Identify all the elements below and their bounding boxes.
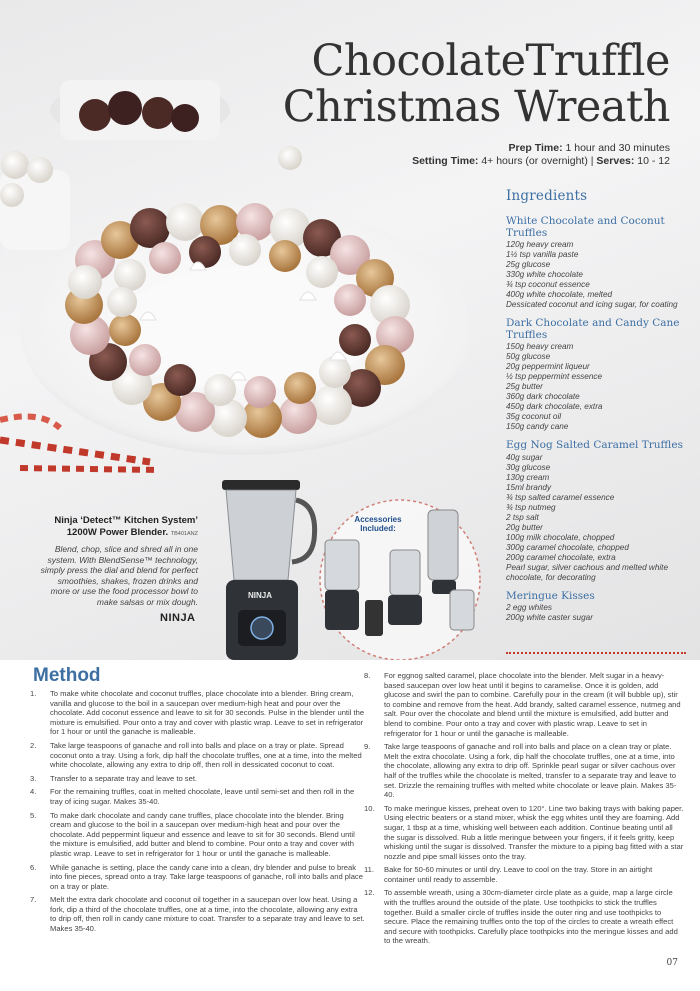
step-number: 1. (30, 689, 37, 698)
step-number: 5. (30, 810, 37, 820)
method-step (364, 865, 684, 884)
step-text: Bake for 50-60 minutes or until dry. Leave to cool on the tray. Store in an airtight container until ready to assemble. (384, 865, 653, 884)
ingredients-heading: Ingredients (506, 188, 588, 204)
title-line-1: ChocolateTruffle (311, 36, 670, 86)
method-step (30, 863, 366, 892)
page-title (200, 38, 670, 130)
prep-time-row (210, 142, 670, 155)
ingredient-group (506, 318, 692, 432)
method-step (364, 888, 684, 946)
method-heading: Method (33, 665, 101, 686)
method-step (30, 689, 366, 737)
method-step (30, 895, 366, 933)
ingredient-item: Pearl sugar, silver cachous and melted white chocolate, for decorating (506, 562, 669, 582)
ingredient-item: 150g heavy cream (506, 342, 574, 351)
serves-value: 10 - 12 (637, 155, 670, 167)
step-number: 3. (30, 773, 37, 783)
ingredient-group-title: Meringue Kisses (506, 589, 595, 602)
svg-text:NINJA: NINJA (248, 591, 273, 600)
ingredient-item: 2 egg whites (506, 603, 552, 612)
product-description: Blend, chop, slice and shred all in one system. With BlendSense™ technology, simply press the dial and blend for perfect smoothies, shakes, frozen drinks and more or use the food processor bowl to make salsas or mix dough. (40, 544, 198, 607)
ingredient-item: 40g sugar (506, 452, 543, 462)
ingredient-group-title: Egg Nog Salted Caramel Truffles (506, 439, 683, 451)
ingredient-item: ½ tsp peppermint essence (506, 372, 603, 381)
ingredient-item: 25g glucose (506, 260, 551, 269)
step-number: 6. (30, 862, 37, 872)
blender-illustration (200, 470, 500, 660)
step-number: 7. (30, 895, 37, 905)
ingredient-item: 360g dark chocolate (506, 392, 580, 401)
setting-serves-row (210, 155, 670, 168)
step-text: Transfer to a separate tray and leave to set. (50, 773, 198, 783)
ingredient-item: ¾ tsp nutmeg (506, 502, 556, 512)
step-number: 11. (364, 865, 374, 875)
step-number: 10. (364, 803, 375, 813)
ingredient-item: 20g butter (506, 522, 543, 532)
step-text: While ganache is setting, place the candy cane into a clean, dry blender and pulse to break into fine pieces, spread onto a tray. Take large teaspoons of ganache, roll into balls and place on a tray or plate. (50, 862, 363, 891)
ingredient-item: 25g butter (506, 382, 543, 391)
page-number: 07 (666, 958, 678, 968)
ingredient-group-title: White Chocolate and Coconut Truffles (506, 215, 665, 239)
ingredient-list (506, 603, 692, 623)
method-step (30, 774, 366, 784)
step-text: For the remaining truffles, coat in melted chocolate, leave until semi-set and then roll in the tray of icing sugar. Makes 35-40. (50, 787, 355, 806)
method-step (30, 811, 366, 859)
method-step (364, 804, 684, 862)
ninja-logo: NINJA (160, 612, 196, 624)
ingredient-groups (506, 216, 692, 623)
product-name (38, 515, 198, 540)
ingredient-item: 130g cream (506, 472, 550, 482)
ingredient-item: 2 tsp salt (506, 512, 539, 522)
step-text: To make white chocolate and coconut truffles, place chocolate into a blender. Bring cream, vanilla and glucose to the boil in a saucepan over medium-high heat and pour over the chocolate. Add coconut essence and leave to sit for 30 seconds. Pulse in the blender until the mixture is emulsified. Pour onto a tray and cover with plastic wrap. Leave to set in refrigerator for 1 hour or until the ganache is malleable. (50, 689, 365, 737)
ingredient-item: 400g white chocolate, melted (506, 290, 613, 299)
ingredient-item: 20g peppermint liqueur (506, 362, 590, 371)
setting-time-label: Setting Time: (412, 155, 479, 167)
ingredient-group (506, 591, 692, 624)
method-step (30, 741, 366, 770)
step-text: For eggnog salted caramel, place chocolate into the blender. Melt sugar in a heavy-based saucepan over low heat until it begins to caramelise. Once it is golden, add glucose and swirl the pan to combine. Carefully pour in the cream (it will bubble up), stir to combine and remove from the heat. Add brandy, salted caramel essence, nutmeg and salt. Pour over the chocolate and blend until the mixture is emulsified, add butter and blend to combine. Pour onto a tray and cover with plastic wrap. Leave to set in refrigerator for 1 hour or until the ganache is malleable. (384, 671, 681, 738)
ingredient-item: 120g heavy cream (506, 240, 574, 249)
ingredient-item: 200g white caster sugar (506, 613, 593, 622)
prep-time-label: Prep Time: (508, 142, 563, 154)
title-line-2: Christmas Wreath (282, 82, 670, 132)
ingredient-item: 450g dark chocolate, extra (506, 402, 603, 411)
method-step (364, 742, 684, 800)
ingredient-group (506, 440, 692, 583)
ingredient-item: 15ml brandy (506, 482, 552, 492)
accessories-badge: Accessories Included: (354, 515, 402, 533)
serves-label: Serves: (596, 155, 635, 167)
step-text: Melt the extra dark chocolate and coconut oil together in a saucepan over low heat. Using a fork, dip a third of the chocolate truffles, one at a time, into the chocolate, allowing any extra to drip off, then roll in candy cane mixture to coat. Transfer to a separate tray and leave to set. Makes 35-40. (50, 895, 365, 934)
ingredient-item: ¾ tsp coconut essence (506, 280, 590, 289)
ingredient-item: 200g caramel chocolate, extra (506, 552, 616, 562)
ingredient-list (506, 342, 692, 432)
setting-time-value: 4+ hours (or overnight) | (481, 155, 594, 167)
ingredient-item: 330g white chocolate (506, 270, 583, 279)
step-text: Take large teaspoons of ganache and roll into balls and place on a clean tray or plate. Melt the extra chocolate. Using a fork, dip half the chocolate truffles, one at a time, into the chocolate, allowing any extra to drip off. Sprinkle pearl sugar or silver cachous over half of the truffles while the chocolate is melted, transfer to a separate tray and leave to set. Drizzle the remaining truffles with melted white chocolate or leave plain. Makes 35-40. (384, 742, 677, 800)
step-number: 4. (30, 787, 37, 797)
ingredient-item: 1½ tsp vanilla paste (506, 250, 579, 259)
ingredient-item: 30g glucose (506, 462, 551, 472)
product-code: TB401ANZ (170, 531, 198, 537)
ingredient-list (506, 453, 692, 583)
recipe-meta (210, 142, 670, 168)
step-text: To make dark chocolate and candy cane truffles, place chocolate into the blender. Bring cream and glucose to the boil in a saucepan over medium-high heat and pour over the chocolate. Add peppermint liqueur and essence and leave to sit for 30 seconds. Blend until the mixture is emulsified, add butter and blend to combine. Pour onto a tray and cover with plastic wrap. Leave to set in refrigerator for 1 hour or until the ganache is malleable. (50, 810, 355, 858)
ingredient-item: 100g milk chocolate, chopped (506, 532, 615, 542)
ingredient-group-title: Dark Chocolate and Candy Cane Truffles (506, 317, 680, 341)
method-step (30, 787, 366, 806)
step-text: To assemble wreath, using a 30cm-diameter circle plate as a guide, map a large circle with the truffles around the outside of the plate. Use toothpicks to stick the truffles together. Build a smaller circle of truffles inside the outer ring and use toothpicks to secure. Place the remaining truffles onto the top of the circles to create a wreath effect and secure with toothpicks. Carefully place toothpicks into the meringue kisses and add to the wreath. (384, 888, 678, 946)
ingredient-list (506, 240, 692, 310)
method-column-right (364, 671, 684, 950)
step-number: 12. (364, 888, 375, 898)
ingredients-section (506, 188, 692, 631)
ingredient-item: 35g coconut oil (506, 412, 562, 421)
method-step (364, 671, 684, 738)
method-column-left (30, 689, 366, 938)
step-number: 8. (364, 671, 371, 680)
step-text: To make meringue kisses, preheat oven to 120°. Line two baking trays with baking paper. Using electric beaters or a stand mixer, whisk the egg whites until they are foaming. Add sugar, 1 tbsp at a time, whisking well between each addition. Continue beating until all the sugar is dissolved. Rub a little meringue between your fingers, if it feels gritty, keep whisking until the sugar is dissolved. Transfer the mixture to a piping bag fitted with a star nozzle and pipe small kisses onto the tray. (384, 803, 684, 861)
dotted-divider (506, 652, 686, 656)
ingredient-item: 300g caramel chocolate, chopped (506, 542, 629, 552)
prep-time-value: 1 hour and 30 minutes (565, 142, 670, 154)
ingredient-item: ¾ tsp salted caramel essence (506, 492, 615, 502)
step-text: Take large teaspoons of ganache and roll into balls and place on a tray or plate. Spread coconut onto a tray. Using a fork, dip half the chocolate truffles, one at a time, into the melted white chocolate, allowing any extra to drip off, then roll in dessicated coconut to coat. (50, 740, 362, 770)
step-number: 9. (364, 742, 371, 752)
ingredient-item: 150g candy cane (506, 422, 569, 431)
step-number: 2. (30, 740, 37, 750)
ingredient-item: Dessicated coconut and icing sugar, for coating (506, 300, 678, 309)
product-name-text: Ninja ‘Detect™ Kitchen System’ 1200W Power Blender. (54, 515, 198, 538)
product-callout (38, 515, 198, 607)
ingredient-item: 50g glucose (506, 352, 551, 361)
ingredient-group (506, 216, 692, 310)
